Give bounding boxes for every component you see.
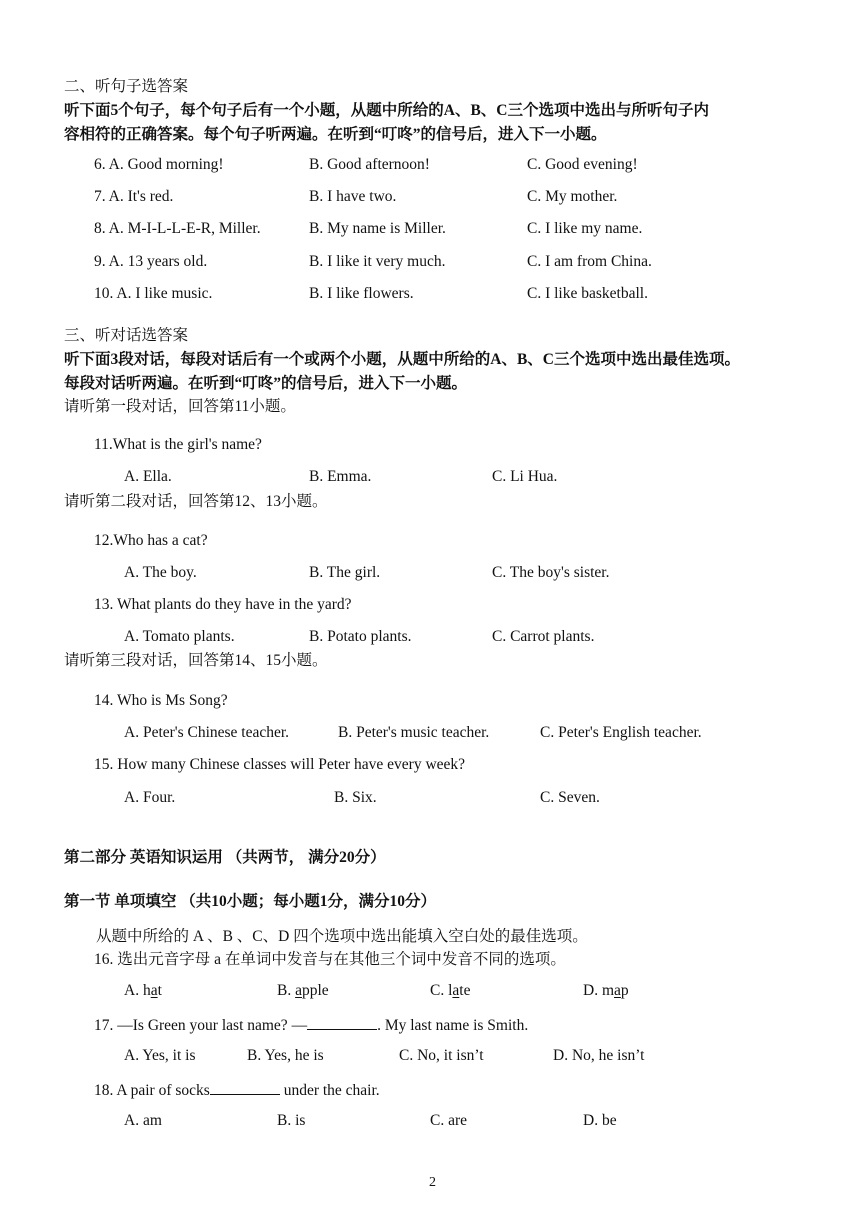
dialogue-1-prompt: 请听第一段对话，回答第11小题。 [64,398,296,415]
option-a: 10. A. I like music. [94,285,213,302]
option-b: B. Emma. [309,468,372,485]
question-stem: 12.Who has a cat? [94,532,208,549]
section-instruction-line-1: 听下面5个句子，每个句子后有一个小题，从题中所给的A、B、C三个选项中选出与所听句子内 [64,102,709,119]
option-c: C. are [430,1112,468,1129]
section-instruction-line-2: 每段对话听两遍。在听到“叮咚”的信号后，进入下一小题。 [64,375,468,392]
option-c: C. I am from China. [527,253,652,270]
option-c: C. Carrot plants. [492,628,595,645]
option-c: C. Peter's English teacher. [540,724,702,741]
page-number: 2 [429,1175,436,1190]
option-c: C. No, it isn’t [399,1047,484,1064]
option-b: B. My name is Miller. [309,220,446,237]
question-stem: 17. —Is Green your last name? — . My last name is Smith. [94,1017,529,1034]
option-c: C. I like basketball. [527,285,648,302]
option-c: C. The boy's sister. [492,564,610,581]
question-stem: 16. 选出元音字母 a 在单词中发音与在其他三个词中发音不同的选项。 [94,951,566,968]
section-title: 第一节 单项填空 （共10小题；每小题1分，满分10分） [64,893,437,910]
section-title-listening-sentences: 二、听句子选答案 [64,78,189,95]
option-a: A. The boy. [124,564,197,581]
option-b: B. I like it very much. [309,253,446,270]
dialogue-2-prompt: 请听第二段对话，回答第12、13小题。 [64,493,328,510]
answer-blank [210,1080,280,1095]
option-b: B. I have two. [309,188,397,205]
option-d: D. map [583,982,629,999]
option-a: A. hat [124,982,162,999]
option-c: C. Good evening! [527,156,638,173]
question-stem: 11.What is the girl's name? [94,436,262,453]
option-a: A. Four. [124,789,176,806]
option-d: D. be [583,1112,617,1129]
option-a: A. Peter's Chinese teacher. [124,724,290,741]
question-stem: 14. Who is Ms Song? [94,692,228,709]
option-a: 8. A. M-I-L-L-E-R, Miller. [94,220,261,237]
option-c: C. late [430,982,471,999]
option-a: A. Tomato plants. [124,628,235,645]
option-a: 7. A. It's red. [94,188,174,205]
option-a: A. Yes, it is [124,1047,196,1064]
option-b: B. apple [277,982,329,999]
option-c: C. Seven. [540,789,600,806]
option-a: A. Ella. [124,468,172,485]
option-b: B. I like flowers. [309,285,414,302]
question-stem: 18. A pair of socks under the chair. [94,1082,380,1099]
option-a: 9. A. 13 years old. [94,253,208,270]
dialogue-3-prompt: 请听第三段对话，回答第14、15小题。 [64,652,328,669]
section-instruction: 从题中所给的 A 、B 、C、D 四个选项中选出能填入空白处的最佳选项。 [96,928,588,945]
question-stem: 13. What plants do they have in the yard? [94,596,352,613]
option-a: 6. A. Good morning! [94,156,224,173]
section-instruction-line-2: 容相符的正确答案。每个句子听两遍。在听到“叮咚”的信号后，进入下一小题。 [64,126,607,143]
option-b: B. is [277,1112,306,1129]
option-b: B. The girl. [309,564,381,581]
question-stem: 15. How many Chinese classes will Peter have every week? [94,756,466,773]
option-b: B. Peter's music teacher. [338,724,490,741]
option-c: C. Li Hua. [492,468,558,485]
option-c: C. My mother. [527,188,618,205]
option-c: C. I like my name. [527,220,643,237]
option-a: A. am [124,1112,162,1129]
option-b: B. Potato plants. [309,628,412,645]
option-d: D. No, he isn’t [553,1047,645,1064]
option-b: B. Six. [334,789,377,806]
part-title: 第二部分 英语知识运用 （共两节， 满分20分） [64,849,386,866]
answer-blank [307,1015,377,1030]
section-instruction-line-1: 听下面3段对话，每段对话后有一个或两个小题，从题中所给的A、B、C三个选项中选出最佳选项。 [64,351,740,368]
section-title-listening-dialogues: 三、听对话选答案 [64,327,189,344]
option-b: B. Yes, he is [247,1047,324,1064]
option-b: B. Good afternoon! [309,156,430,173]
